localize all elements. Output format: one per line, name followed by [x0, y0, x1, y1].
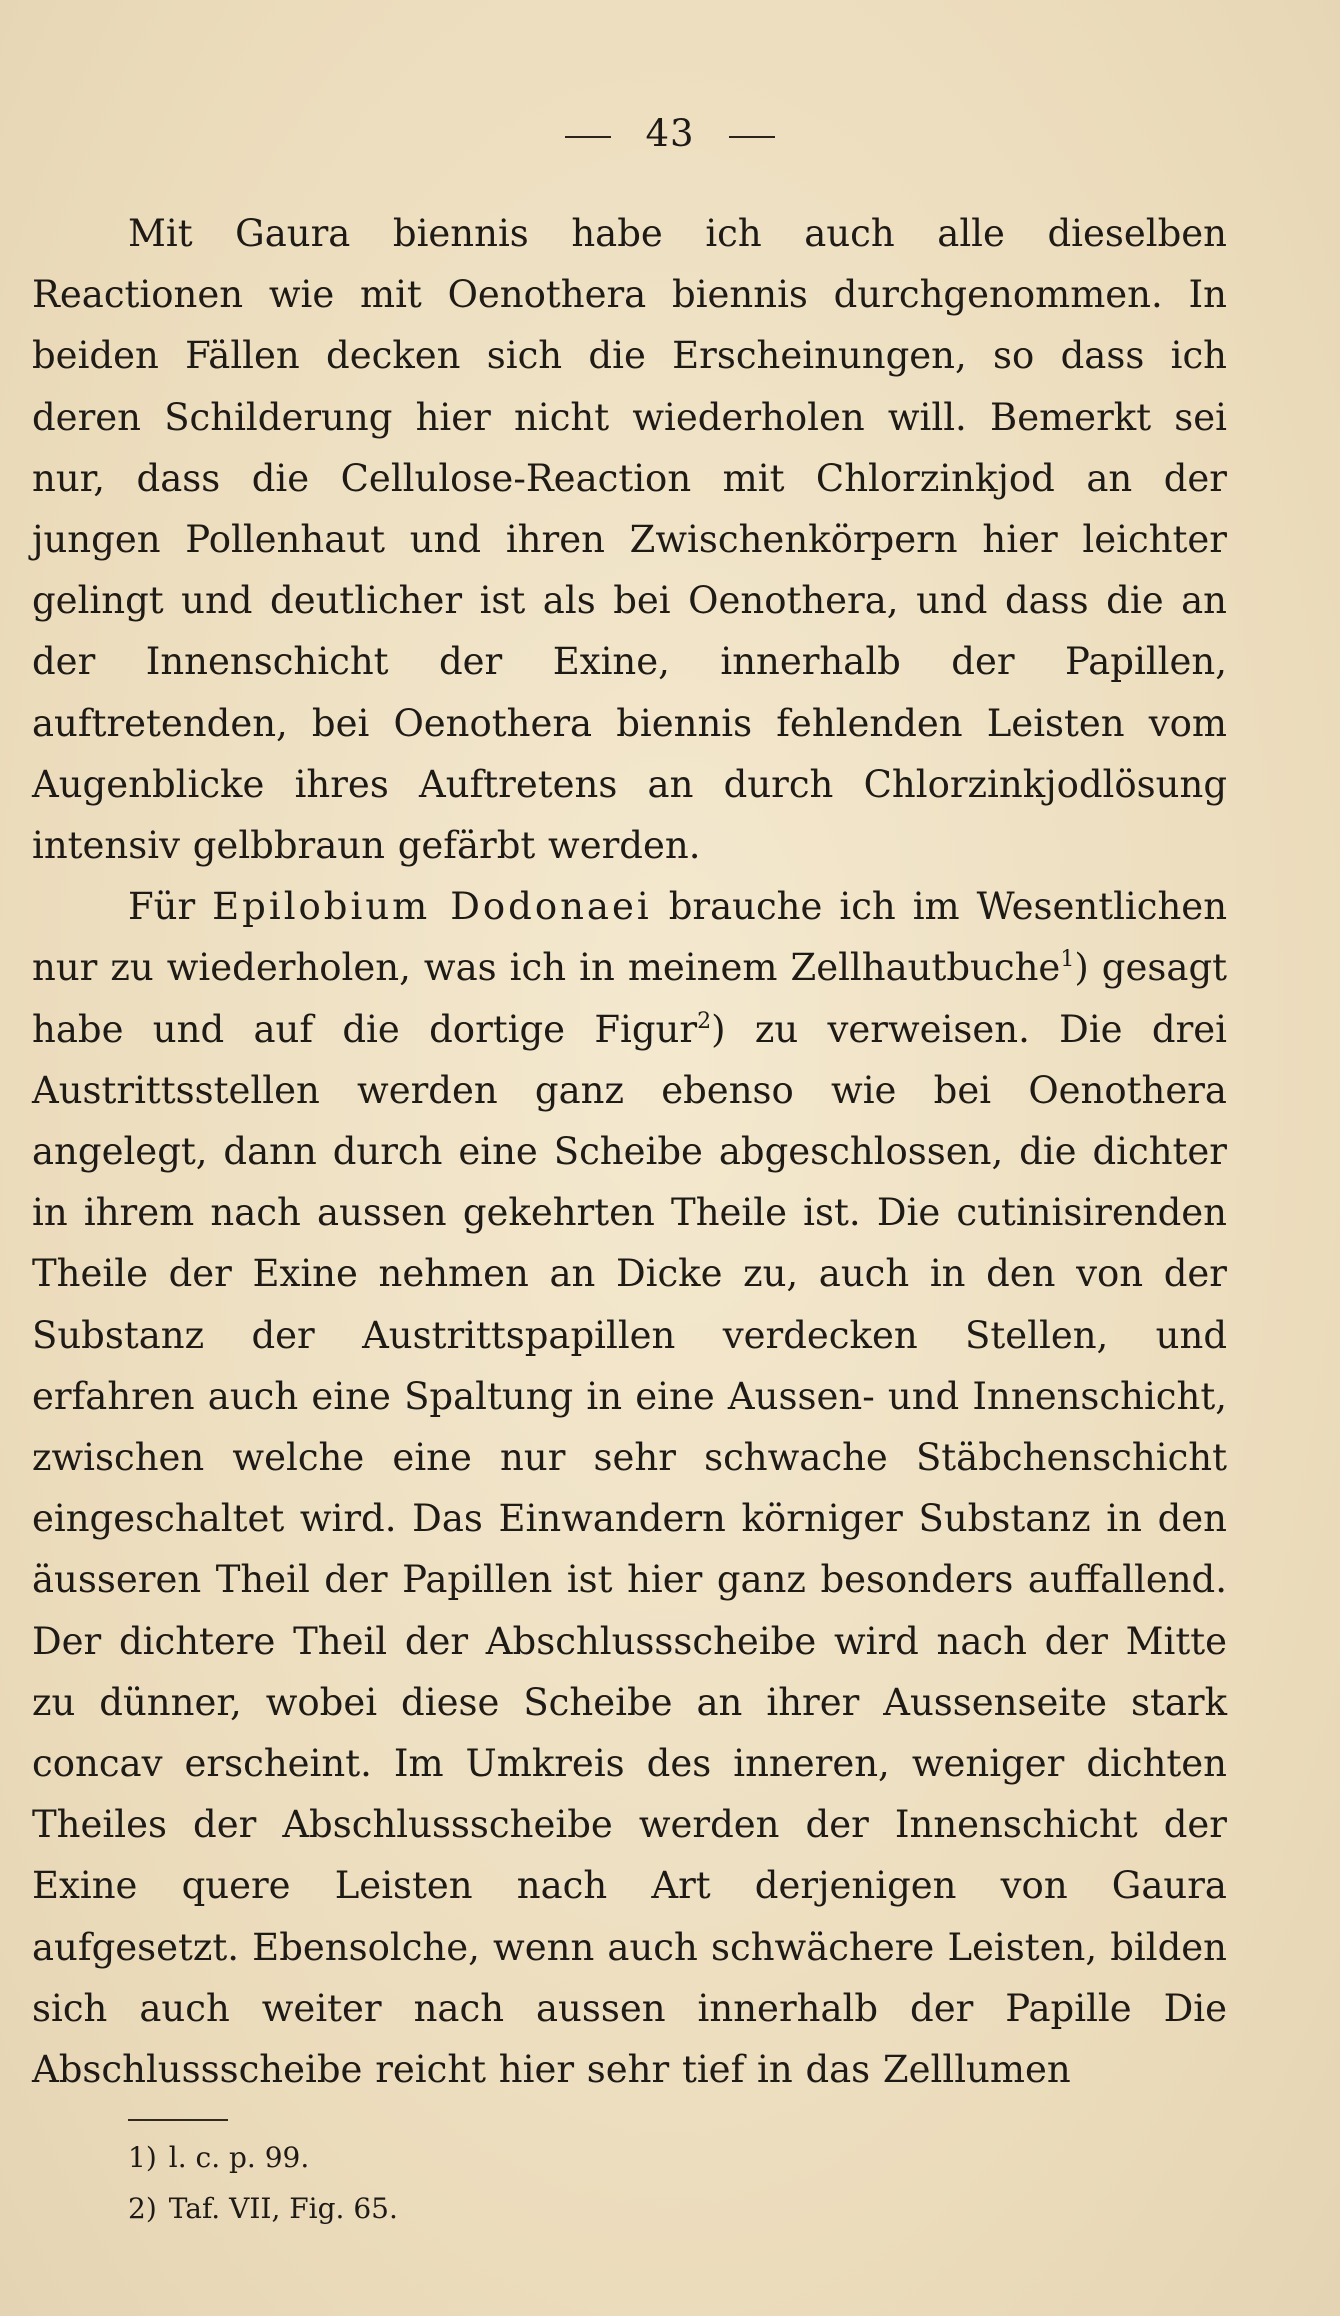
footnote-ref-1[interactable]: 1: [1060, 947, 1075, 973]
page-header: [0, 112, 1340, 155]
paragraph-2-part-c: ) zu verweisen. Die drei Austrittsstellen werden ganz ebenso wie bei Oenothera angelegt, dann durch eine Scheibe abgeschlossen, die dichter in ihrem nach aussen gekehrten Theile ist. Die cutinisirenden Theile der Exine nehmen an Dicke zu, auch in den von der Substanz der Austrittspapillen verdecken Stellen, und erfahren auch eine Spaltung in eine Aussen- und Innenschicht, zwischen welche eine nur sehr schwache Stäbchenschicht eingeschaltet wird. Das Einwandern körniger Substanz in den äusseren Theil der Papillen ist hier ganz besonders auffallend. Der dichtere Theil der Abschlussscheibe wird nach der Mitte zu dünner, wobei diese Scheibe an ihrer Aussenseite stark concav erscheint. Im Umkreis des inneren, weniger dichten Theiles der Abschlussscheibe werden der Innenschicht der Exine quere Leisten nach Art derjenigen von Gaura aufgesetzt. Ebensolche, wenn auch schwächere Leisten, bilden sich auch weiter nach aussen innerhalb der Papille Die Abschlussscheibe reicht hier sehr tief in das Zelllumen: [32, 1007, 1227, 2092]
header-dash-right: [729, 136, 775, 138]
footnote-ref-2[interactable]: 2: [697, 1008, 712, 1034]
paragraph-2-pre: Für: [128, 885, 196, 929]
page-number: 43: [645, 112, 695, 155]
footnote-2: [128, 2183, 398, 2234]
footnote-2-number: 2): [128, 2192, 157, 2225]
paragraph-1: Mit Gaura biennis habe ich auch alle dieselben Reactionen wie mit Oenothera biennis durchgenommen. In beiden Fällen decken sich die Erscheinungen, so dass ich deren Schilderung hier nicht wiederholen will. Bemerkt sei nur, dass die Cellulose-Reaction mit Chlorzinkjod an der jungen Pollenhaut und ihren Zwischenkörpern hier leichter gelingt und deutlicher ist als bei Oenothera, und dass die an der Innenschicht der Exine, innerhalb der Papillen, auftretenden, bei Oenothera biennis fehlenden Leisten vom Augenblicke ihres Auftretens an durch Chlorzinkjodlösung intensiv gelbbraun gefärbt werden.: [32, 212, 1227, 868]
footnote-2-text: Taf. VII, Fig. 65.: [168, 2192, 398, 2225]
species-name: Epilobium Dodonaei: [212, 885, 652, 929]
header-dash-left: [565, 136, 611, 138]
paragraph-2-part-b: ) gesagt habe und auf die dortige Figur: [32, 946, 1227, 1051]
footnote-divider: [128, 2119, 228, 2121]
body-text: [32, 203, 1227, 2100]
paragraph-2: [32, 876, 1227, 2100]
footnote-1: [128, 2132, 398, 2183]
footnote-1-text: l. c. p. 99.: [168, 2141, 310, 2174]
footnote-1-number: 1): [128, 2141, 157, 2174]
footnotes: [128, 2132, 398, 2234]
paragraph-2-part-a: brauche ich im Wesentlichen nur zu wiederholen, was ich in meinem Zellhautbuche: [32, 885, 1228, 990]
